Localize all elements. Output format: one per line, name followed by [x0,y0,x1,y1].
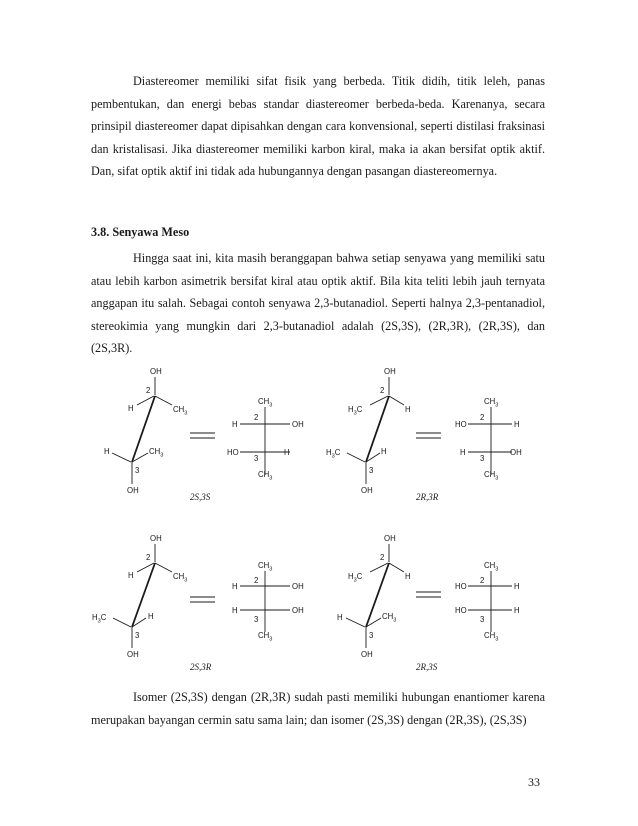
atom-label: HO [455,582,467,591]
methyl-label: $CH_3$ [382,612,397,624]
methyl-label: $CH_3$ [173,572,188,584]
atom-label: H [232,420,238,429]
atom-label: HO [455,606,467,615]
atom-label: HO [455,420,467,429]
locant-label: 3 [135,466,140,475]
locant-label: 2 [146,553,151,562]
methyl-label: $H_3C$ [326,448,341,460]
locant-label: 2 [146,386,151,395]
atom-label: H [128,571,134,580]
atom-label: OH [127,650,139,659]
structure-caption: 2S,3R [190,662,212,672]
structure-2s3s [104,367,304,502]
atom-label: H [128,404,134,413]
fischer-2s3r [232,561,304,643]
atom-label: OH [127,486,139,495]
atom-label: H [284,448,290,457]
paragraph-isomer: Isomer (2S,3S) dengan (2R,3R) sudah pasti memiliki hubungan enantiomer karena merupakan bayangan cermin satu sama lain; dan isomer (2S,3S) dengan (2R,3S), (2S,3S) [91,690,545,727]
atom-label: OH [292,420,304,429]
fischer-2s3s [227,397,304,482]
atom-label: H [514,420,520,429]
atom-label: H [337,613,343,622]
atom-label: H [514,582,520,591]
methyl-label: $CH_3$ [484,470,499,482]
methyl-label: $H_3C$ [92,613,107,625]
locant-label: 3 [480,615,485,624]
page-number: 33 [528,775,540,789]
section-heading: 3.8. Senyawa Meso [91,225,190,239]
structure-caption: 2S,3S [190,492,211,502]
sawhorse-2s3s [104,367,187,495]
methyl-label: $CH_3$ [258,470,273,482]
atom-label: H [232,582,238,591]
locant-label: 2 [380,553,385,562]
atom-label: OH [361,650,373,659]
atom-label: H [514,606,520,615]
locant-label: 2 [254,576,259,585]
sawhorse-2r3s [337,534,411,659]
atom-label: HO [227,448,239,457]
atom-label: OH [384,367,396,376]
atom-label: OH [510,448,522,457]
fischer-2r3r [455,397,522,482]
methyl-label: $CH_3$ [149,447,164,459]
locant-label: 3 [254,615,259,624]
atom-label: H [232,606,238,615]
structure-2r3s [337,534,520,672]
methyl-label: $CH_3$ [173,405,188,417]
locant-label: 3 [135,631,140,640]
locant-label: 3 [254,454,259,463]
atom-label: H [460,448,466,457]
paragraph-meso-intro: Hingga saat ini, kita masih beranggapan bahwa setiap senyawa yang memiliki satu atau lebih karbon asimetrik bersifat kiral atau optik aktif. Bila kita teliti lebih jauh ternyata anggapan itu salah. Sebagai contoh senyawa 2,3-butanadiol. Seperti halnya 2,3-pentanadiol, stereokimia yang mungkin dari 2,3-butanadiol adalah (2S,3S), (2R,3R), (2R,3S), dan (2S,3R). [91,251,545,355]
atom-label: OH [292,582,304,591]
locant-label: 2 [480,576,485,585]
methyl-label: $CH_3$ [258,397,273,409]
atom-label: OH [384,534,396,543]
structure-caption: 2R,3R [416,492,439,502]
atom-label: OH [150,367,162,376]
locant-label: 3 [369,631,374,640]
atom-label: OH [150,534,162,543]
locant-label: 3 [480,454,485,463]
locant-label: 2 [254,413,259,422]
structure-caption: 2R,3S [416,662,438,672]
paragraph-diastereomer: Diastereomer memiliki sifat fisik yang berbeda. Titik didih, titik leleh, panas pembentukan, dan energi bebas standar diastereomer berbeda-beda. Karenanya, secara prinsipil diastereomer dapat dipisahkan dengan cara konvensional, seperti distilasi fraksinasi dan kristalisasi. Jika diastereomer memiliki karbon kiral, maka ia akan bersifat optik aktif. Dan, sifat optik aktif ini tidak ada hubungannya dengan pasangan diastereomernya. [91,74,545,178]
locant-label: 3 [369,466,374,475]
methyl-label: $CH_3$ [484,561,499,573]
atom-label: H [405,405,411,414]
structure-2s3r [92,534,304,672]
methyl-label: $CH_3$ [258,631,273,643]
locant-label: 2 [380,386,385,395]
methyl-label: $H_3C$ [348,572,363,584]
atom-label: H [381,447,387,456]
methyl-label: $CH_3$ [258,561,273,573]
structure-2r3r [326,367,522,502]
atom-label: OH [361,486,373,495]
atom-label: H [405,572,411,581]
atom-label: H [148,612,154,621]
methyl-label: $CH_3$ [484,397,499,409]
fischer-2r3s [455,561,520,643]
methyl-label: $CH_3$ [484,631,499,643]
atom-label: OH [292,606,304,615]
sawhorse-2r3r [326,367,411,495]
atom-label: H [104,447,110,456]
sawhorse-2s3r [92,534,187,659]
methyl-label: $H_3C$ [348,405,363,417]
locant-label: 2 [480,413,485,422]
